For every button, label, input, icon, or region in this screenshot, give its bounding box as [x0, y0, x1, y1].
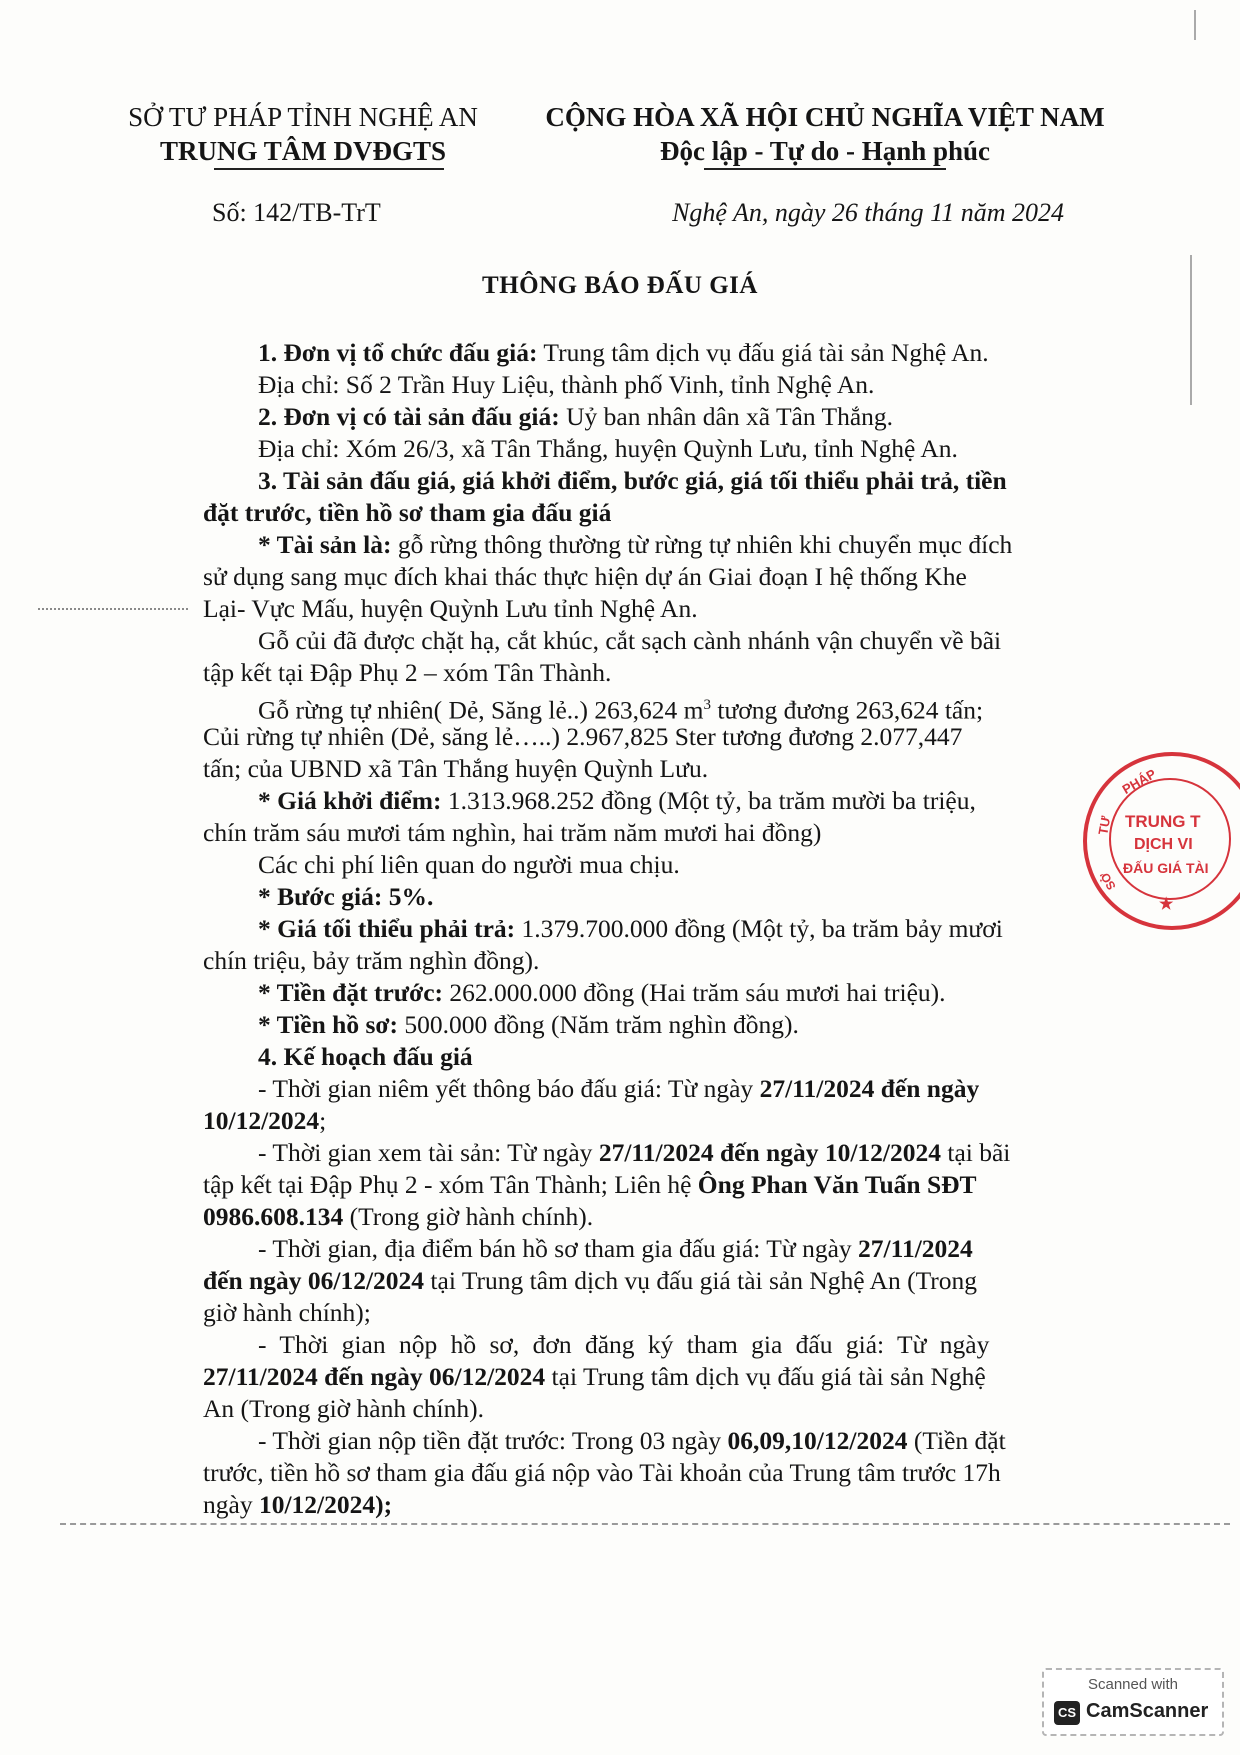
- body-line-19: * Giá tối thiểu phải trả: 1.379.700.000 đồng (Một tỷ, ba trăm bảy mươi: [258, 914, 1003, 943]
- margin-mark: [38, 608, 188, 610]
- body-line-23: 4. Kế hoạch đấu giá: [258, 1042, 473, 1071]
- body-line-34: An (Trong giờ hành chính).: [203, 1394, 484, 1423]
- issuing-unit: TRUNG TÂM DVĐGTS: [159, 136, 447, 166]
- body-line-21: * Tiền đặt trước: 262.000.000 đồng (Hai trăm sáu mươi hai triệu).: [258, 978, 946, 1007]
- country-name: CỘNG HÒA XÃ HỘI CHỦ NGHĨA VIỆT NAM: [545, 102, 1105, 132]
- seal-text-bottom: SỞ: [1097, 869, 1119, 893]
- seal-text-top: PHÁP: [1119, 765, 1159, 798]
- body-line-25: 10/12/2024;: [203, 1106, 327, 1135]
- scanner-caption: Scanned with: [1087, 1676, 1179, 1693]
- body-line-7: * Tài sản là: gỗ rừng thông thường từ rừng tự nhiên khi chuyển mục đích: [258, 530, 1013, 559]
- body-line-12: Gỗ rừng tự nhiên( Dẻ, Săng lẻ..) 263,624 $m^3$ tương đương 263,624 tấn;: [258, 695, 984, 725]
- body-line-22: * Tiền hồ sơ: 500.000 đồng (Năm trăm nghìn đồng).: [258, 1010, 799, 1039]
- body-line-9: Lại- Vực Mấu, huyện Quỳnh Lưu tỉnh Nghệ An.: [203, 594, 698, 623]
- body-line-36: trước, tiền hồ sơ tham gia đấu giá nộp vào Tài khoản của Trung tâm trước 17h: [203, 1458, 1001, 1487]
- body-line-6: đặt trước, tiền hồ sơ tham gia đấu giá: [203, 498, 612, 527]
- body-line-31: giờ hành chính);: [203, 1298, 371, 1327]
- body-line-11: tập kết tại Đập Phụ 2 – xóm Tân Thành.: [203, 658, 612, 687]
- body-line-14: tấn; của UBND xã Tân Thắng huyện Quỳnh Lưu.: [203, 754, 709, 783]
- document-date: Nghệ An, ngày 26 tháng 11 năm 2024: [672, 198, 1064, 227]
- seal-line-2: DỊCH VI: [1134, 836, 1193, 853]
- body-line-24: - Thời gian niêm yết thông báo đấu giá: Từ ngày 27/11/2024 đến ngày: [258, 1074, 980, 1103]
- camscanner-logo-icon: CS: [1054, 1701, 1080, 1725]
- body-line-27: tập kết tại Đập Phụ 2 - xóm Tân Thành; Liên hệ Ông Phan Văn Tuấn SĐT: [203, 1170, 977, 1199]
- body-line-1: 1. Đơn vị tổ chức đấu giá: Trung tâm dịch vụ đấu giá tài sản Nghệ An.: [258, 338, 989, 367]
- body-line-13: Củi rừng tự nhiên (Dẻ, săng lẻ…..) 2.967,825 Ster tương đương 2.077,447: [203, 722, 963, 751]
- document-number: Số: 142/TB-TrT: [212, 198, 381, 227]
- seal-line-1: TRUNG T: [1125, 812, 1201, 831]
- scan-edge-mark: [1194, 10, 1196, 40]
- scanner-brand: CamScanner: [1086, 1700, 1209, 1722]
- body-line-17: Các chi phí liên quan do người mua chịu.: [258, 850, 680, 879]
- body-line-8: sử dụng sang mục đích khai thác thực hiện dự án Giai đoạn I hệ thống Khe: [203, 562, 967, 591]
- seal-line-3: ĐẤU GIÁ TÀI: [1123, 860, 1209, 876]
- national-motto: Độc lập - Tự do - Hạnh phúc: [659, 136, 991, 166]
- body-line-20: chín triệu, bảy trăm nghìn đồng).: [203, 946, 540, 975]
- scan-edge-line: [1190, 255, 1192, 405]
- body-line-32: - Thời gian nộp hồ sơ, đơn đăng ký tham gia đấu giá: Từ ngày: [258, 1330, 990, 1359]
- body-line-18: * Bước giá: 5%.: [258, 882, 434, 911]
- unit-underline: [214, 168, 444, 170]
- body-line-29: - Thời gian, địa điểm bán hồ sơ tham gia đấu giá: Từ ngày 27/11/2024: [258, 1234, 973, 1263]
- body-line-3: 2. Đơn vị có tài sản đấu giá: Uỷ ban nhân dân xã Tân Thắng.: [258, 402, 894, 431]
- body-line-26: - Thời gian xem tài sản: Từ ngày 27/11/2024 đến ngày 10/12/2024 tại bãi: [258, 1138, 1011, 1167]
- body-line-2: Địa chỉ: Số 2 Trần Huy Liệu, thành phố Vinh, tỉnh Nghệ An.: [258, 370, 875, 399]
- body-line-28: 0986.608.134 (Trong giờ hành chính).: [203, 1202, 594, 1231]
- body-line-5: 3. Tài sản đấu giá, giá khởi điểm, bước giá, giá tối thiểu phải trả, tiền: [258, 466, 1007, 495]
- page-fold-line: [60, 1523, 1230, 1525]
- body-line-15: * Giá khởi điểm: 1.313.968.252 đồng (Một tỷ, ba trăm mười ba triệu,: [258, 786, 976, 815]
- body-line-37: ngày 10/12/2024);: [203, 1490, 393, 1519]
- camscanner-badge: [1042, 1668, 1224, 1736]
- red-seal-stamp: [1083, 752, 1240, 930]
- body-line-33: 27/11/2024 đến ngày 06/12/2024 tại Trung tâm dịch vụ đấu giá tài sản Nghệ: [203, 1362, 986, 1391]
- body-line-10: Gỗ củi đã được chặt hạ, cắt khúc, cắt sạch cành nhánh vận chuyển về bãi: [258, 626, 1002, 655]
- motto-underline: [704, 168, 946, 170]
- body-line-16: chín trăm sáu mươi tám nghìn, hai trăm năm mươi hai đồng): [203, 818, 822, 847]
- body-line-4: Địa chỉ: Xóm 26/3, xã Tân Thắng, huyện Quỳnh Lưu, tỉnh Nghệ An.: [258, 434, 958, 463]
- issuing-department: SỞ TƯ PHÁP TỈNH NGHỆ AN: [128, 102, 478, 132]
- document-title: THÔNG BÁO ĐẤU GIÁ: [482, 272, 758, 299]
- seal-star-icon: ★: [1159, 896, 1174, 913]
- seal-text-left: TƯ: [1095, 814, 1114, 837]
- body-line-35: - Thời gian nộp tiền đặt trước: Trong 03 ngày 06,09,10/12/2024 (Tiền đặt: [258, 1426, 1006, 1455]
- body-line-30: đến ngày 06/12/2024 tại Trung tâm dịch vụ đấu giá tài sản Nghệ An (Trong: [203, 1266, 977, 1295]
